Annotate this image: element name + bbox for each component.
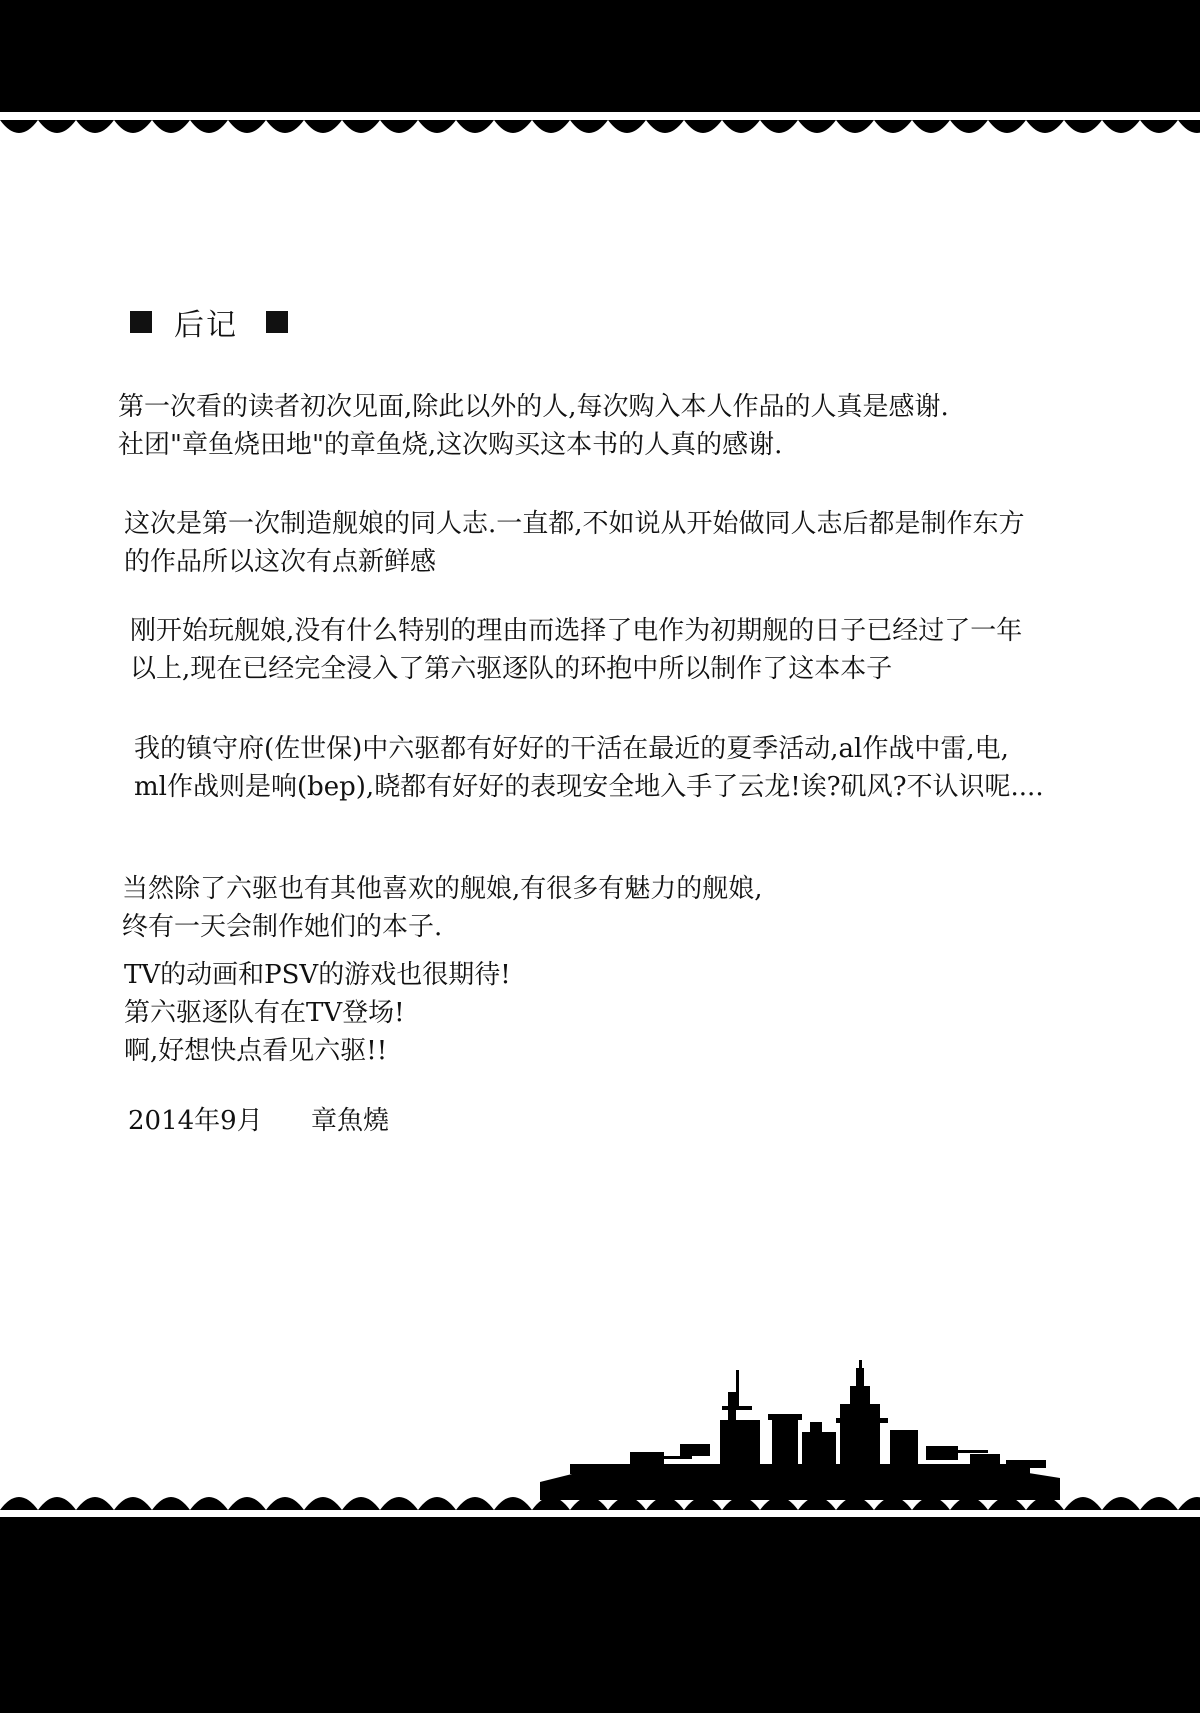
paragraph-other-shipgirls — [122, 870, 763, 946]
bottom-scalloped-border — [0, 1480, 1200, 1713]
paragraph-naval-base — [134, 730, 1044, 806]
text-line: 当然除了六驱也有其他喜欢的舰娘,有很多有魅力的舰娘, — [122, 874, 763, 904]
square-bullet-icon — [130, 311, 152, 333]
text-line: 第六驱逐队有在TV登场! — [124, 998, 405, 1028]
text-line: 我的镇守府(佐世保)中六驱都有好好的干活在最近的夏季活动,al作战中雷,电, — [134, 734, 1009, 764]
text-line: ml作战则是响(bep),晓都有好好的表现安全地入手了云龙!诶?矶风?不认识呢.... — [134, 772, 1044, 802]
paragraph-greeting — [118, 388, 949, 464]
paragraph-starting-play — [130, 612, 1022, 688]
battleship-silhouette-icon — [540, 1360, 1060, 1500]
text-line: 这次是第一次制造舰娘的同人志.一直都,不如说从开始做同人志后都是制作东方 — [124, 509, 1025, 539]
text-line: 终有一天会制作她们的本子. — [122, 912, 443, 942]
paragraph-anime-game — [124, 956, 511, 1070]
square-bullet-icon — [266, 311, 288, 333]
text-line: TV的动画和PSV的游戏也很期待! — [124, 960, 511, 990]
text-line: 以上,现在已经完全浸入了第六驱逐队的环抱中所以制作了这本本子 — [130, 654, 893, 684]
signature — [128, 1100, 389, 1137]
text-line: 社团"章鱼烧田地"的章鱼烧,这次购买这本书的人真的感谢. — [118, 430, 783, 460]
heading-title: 后记 — [174, 308, 238, 343]
signature-author: 章魚燒 — [310, 1106, 389, 1136]
top-scalloped-border — [0, 0, 1200, 150]
signature-date: 2014年9月 — [128, 1106, 263, 1136]
text-line: 的作品所以这次有点新鲜感 — [124, 547, 437, 577]
text-line: 啊,好想快点看见六驱!! — [124, 1036, 388, 1066]
text-line: 刚开始玩舰娘,没有什么特别的理由而选择了电作为初期舰的日子已经过了一年 — [130, 616, 1023, 646]
text-line: 第一次看的读者初次见面,除此以外的人,每次购入本人作品的人真是感谢. — [118, 392, 949, 422]
afterword-heading — [130, 300, 288, 344]
paragraph-first-kancolle — [124, 505, 1025, 581]
